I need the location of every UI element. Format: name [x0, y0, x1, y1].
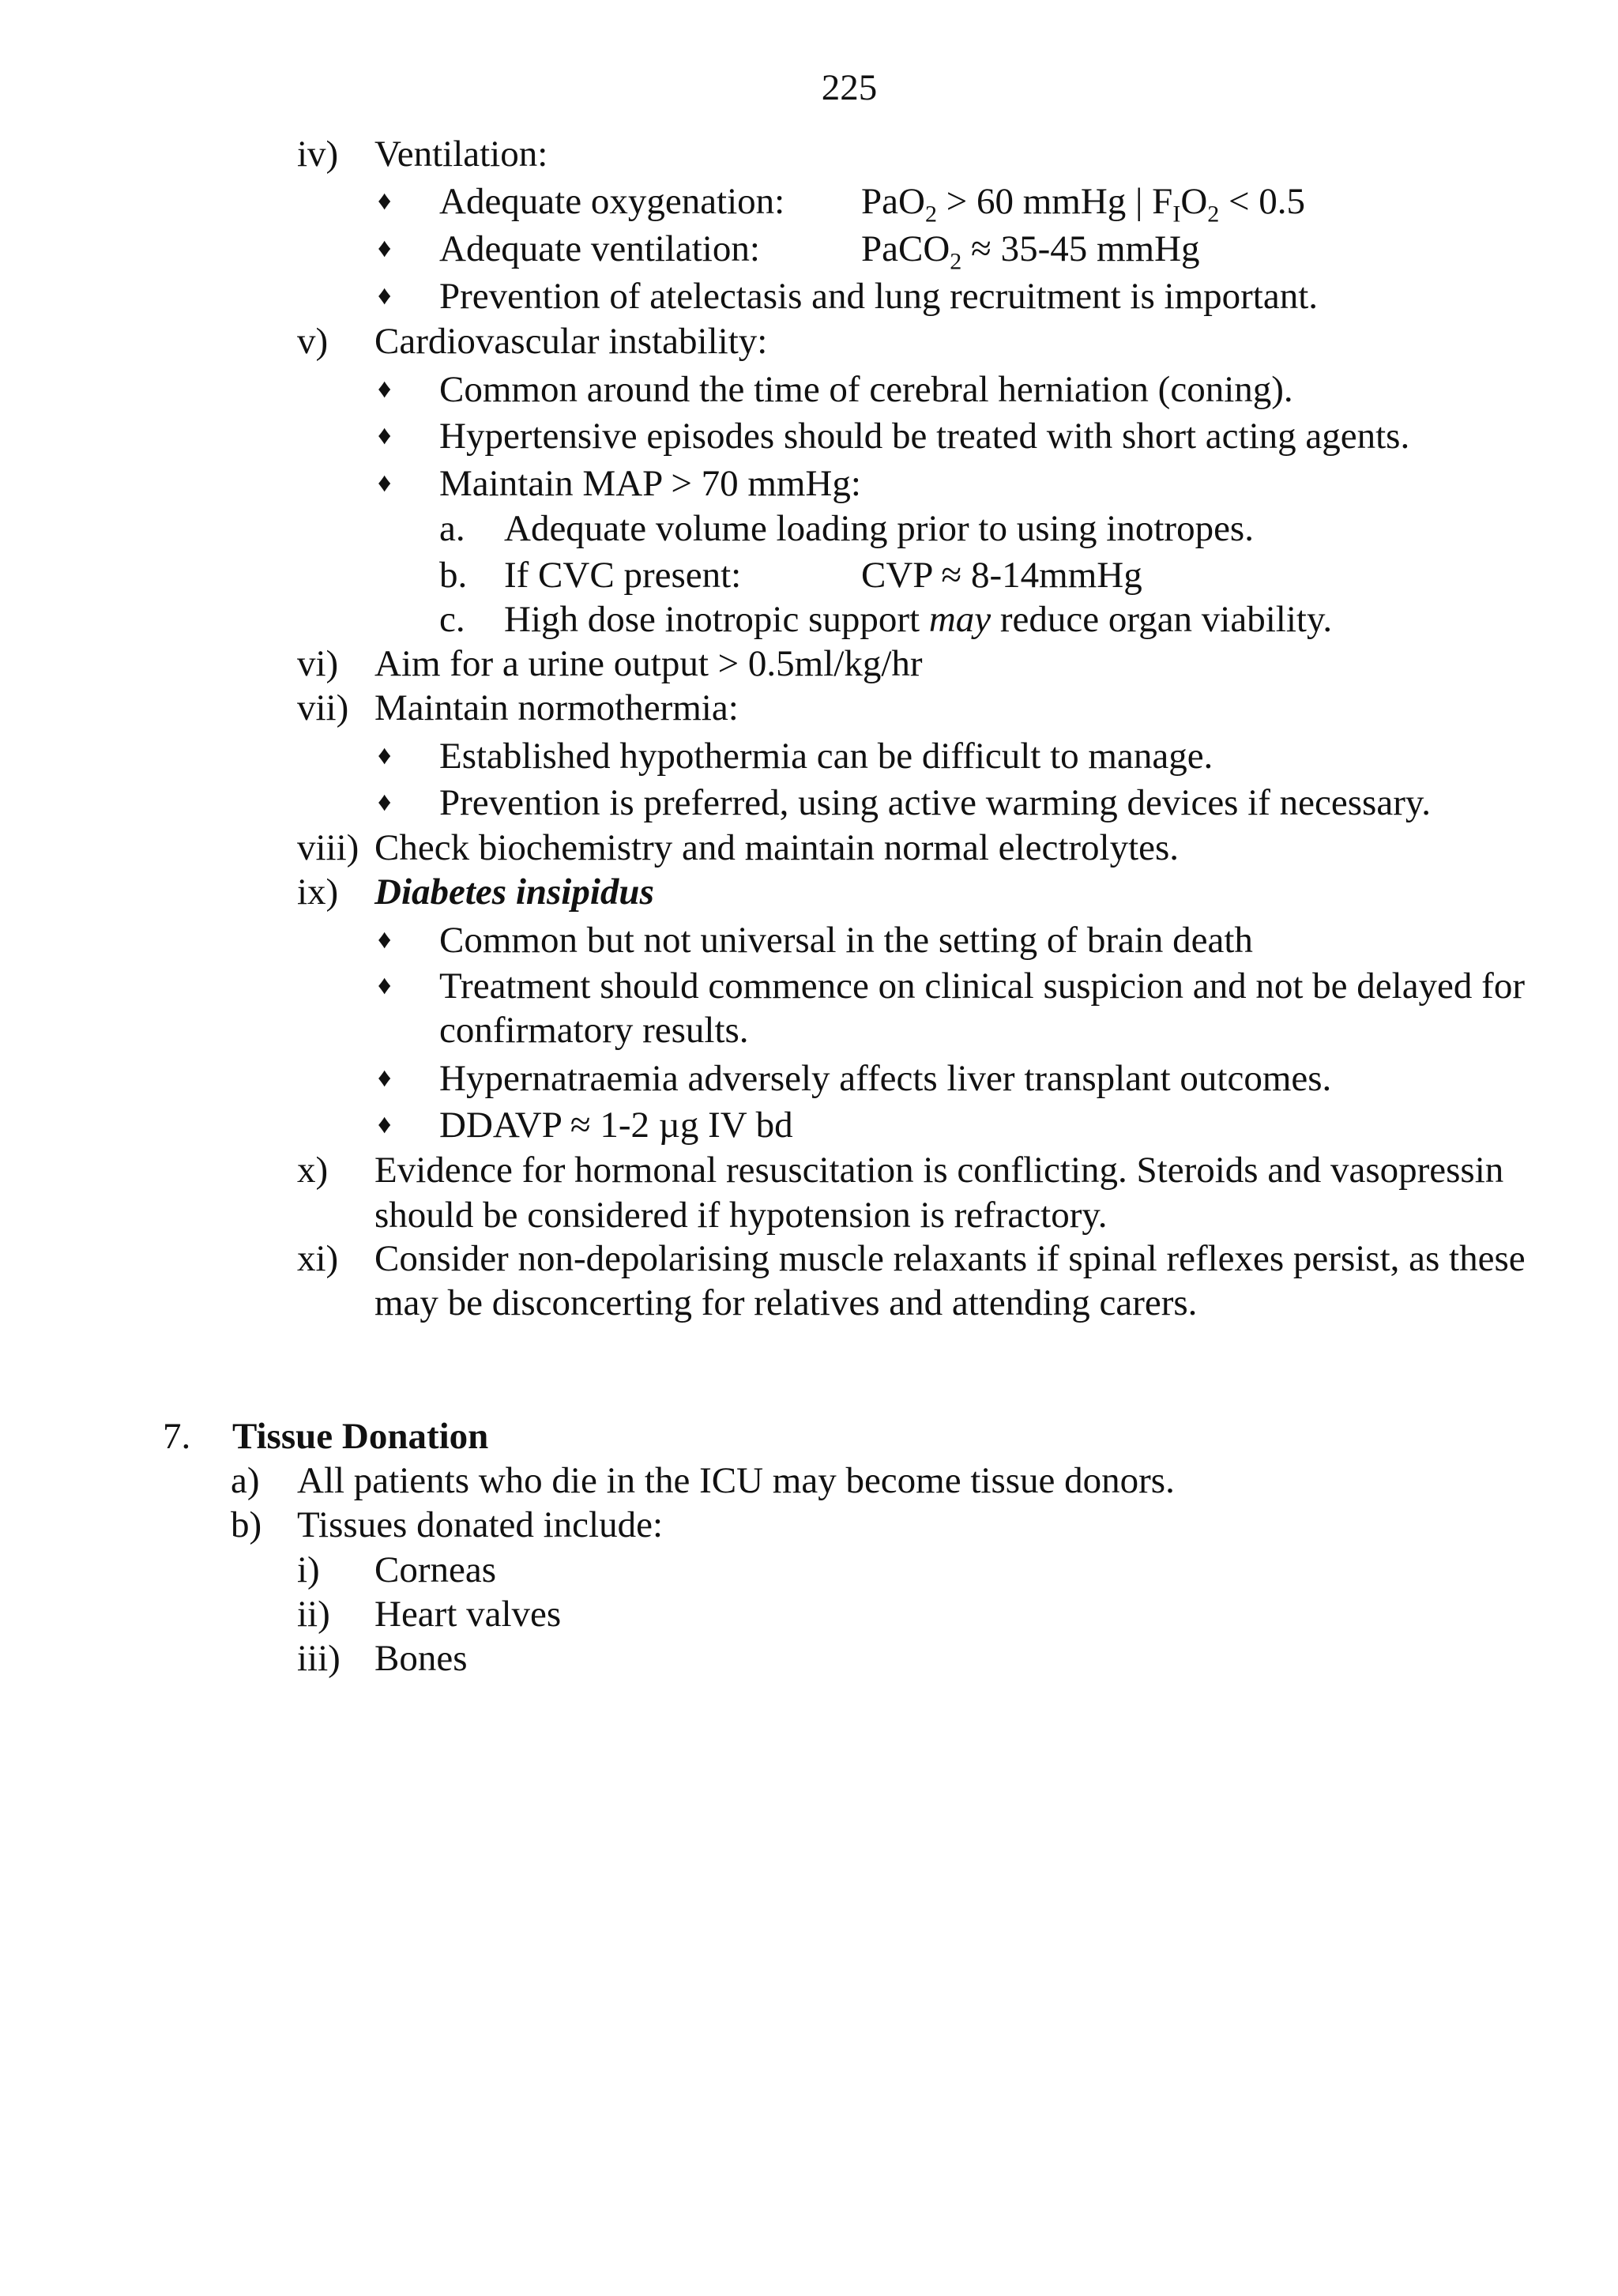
diabetes-bullet-2-line-1: Treatment should commence on clinical suspicion and not be delayed for	[439, 965, 1525, 1007]
diamond-bullet-icon: ♦	[378, 971, 392, 1000]
sub-marker-a: a.	[439, 508, 465, 549]
cardiovascular-heading: Cardiovascular instability:	[374, 321, 768, 362]
sub-item-a: Adequate volume loading prior to using inotropes.	[504, 508, 1254, 549]
diabetes-bullet-2-line-2: confirmatory results.	[439, 1010, 749, 1051]
hormonal-line-2: should be considered if hypotension is refractory.	[374, 1195, 1108, 1236]
list-marker-x: x)	[297, 1150, 329, 1191]
urine-output-text: Aim for a urine output > 0.5ml/kg/hr	[374, 643, 923, 684]
cardio-bullet-1: Common around the time of cerebral herniation (coning).	[439, 369, 1293, 410]
ventilation-heading: Ventilation:	[374, 134, 548, 175]
cardio-bullet-2: Hypertensive episodes should be treated with short acting agents.	[439, 416, 1410, 457]
ventilation-target: PaCO$_2$ ≈ 35-45 mmHg	[861, 228, 1200, 275]
diabetes-bullet-4: DDAVP ≈ 1-2 µg IV bd	[439, 1105, 793, 1146]
diabetes-bullet-1: Common but not universal in the setting of brain death	[439, 920, 1253, 961]
atelectasis-text: Prevention of atelectasis and lung recruitment is important.	[439, 276, 1319, 317]
tissue-donation-b: Tissues donated include:	[297, 1504, 664, 1545]
list-marker-ix: ix)	[297, 871, 339, 913]
list-marker-i: i)	[297, 1549, 320, 1590]
normothermia-bullet-1: Established hypothermia can be difficult to manage.	[439, 736, 1214, 777]
list-marker-viii: viii)	[297, 827, 359, 868]
cardio-bullet-3: Maintain MAP > 70 mmHg:	[439, 463, 861, 504]
section-number: 7.	[163, 1416, 191, 1457]
tissue-item-bones: Bones	[374, 1638, 468, 1679]
list-marker-iv: iv)	[297, 134, 339, 175]
sub-marker-c: c.	[439, 599, 465, 640]
tissue-donation-a: All patients who die in the ICU may become tissue donors.	[297, 1460, 1175, 1501]
relaxants-line-2: may be disconcerting for relatives and attending carers.	[374, 1282, 1198, 1323]
sub-marker-b: b.	[439, 555, 468, 596]
diamond-bullet-icon: ♦	[378, 281, 392, 311]
diamond-bullet-icon: ♦	[378, 788, 392, 817]
diamond-bullet-icon: ♦	[378, 925, 392, 954]
page-number: 225	[821, 67, 878, 108]
sub-item-c: High dose inotropic support may reduce organ viability.	[504, 599, 1333, 640]
tissue-donation-heading: Tissue Donation	[232, 1416, 489, 1457]
diabetes-bullet-3: Hypernatraemia adversely affects liver transplant outcomes.	[439, 1058, 1332, 1099]
normothermia-bullet-2: Prevention is preferred, using active warming devices if necessary.	[439, 782, 1432, 823]
list-marker-xi: xi)	[297, 1238, 339, 1279]
list-marker-vi: vi)	[297, 643, 339, 684]
diamond-bullet-icon: ♦	[378, 375, 392, 404]
list-marker-a: a)	[231, 1460, 260, 1501]
list-marker-iii: iii)	[297, 1638, 341, 1679]
diamond-bullet-icon: ♦	[378, 1110, 392, 1139]
diamond-bullet-icon: ♦	[378, 186, 392, 216]
diamond-bullet-icon: ♦	[378, 741, 392, 770]
tissue-item-heart-valves: Heart valves	[374, 1594, 562, 1635]
diamond-bullet-icon: ♦	[378, 469, 392, 498]
sub-item-b-label: If CVC present:	[504, 555, 742, 596]
sub-item-b-value: CVP ≈ 8-14mmHg	[861, 555, 1142, 596]
list-marker-v: v)	[297, 321, 329, 362]
normothermia-heading: Maintain normothermia:	[374, 687, 739, 728]
diamond-bullet-icon: ♦	[378, 421, 392, 450]
list-marker-ii: ii)	[297, 1594, 330, 1635]
ventilation-label: Adequate ventilation:	[439, 228, 760, 269]
diamond-bullet-icon: ♦	[378, 234, 392, 263]
biochemistry-text: Check biochemistry and maintain normal electrolytes.	[374, 827, 1180, 868]
oxygenation-target: PaO$_2$ > 60 mmHg | $F_IO_2 < 0.5$	[861, 181, 1306, 228]
list-marker-vii: vii)	[297, 687, 349, 728]
relaxants-line-1: Consider non-depolarising muscle relaxants if spinal reflexes persist, as these	[374, 1238, 1526, 1279]
diamond-bullet-icon: ♦	[378, 1063, 392, 1093]
hormonal-line-1: Evidence for hormonal resuscitation is conflicting. Steroids and vasopressin	[374, 1150, 1504, 1191]
oxygenation-label: Adequate oxygenation:	[439, 181, 785, 222]
tissue-item-corneas: Corneas	[374, 1549, 497, 1590]
list-marker-b: b)	[231, 1504, 262, 1545]
diabetes-insipidus-heading: Diabetes insipidus	[374, 871, 654, 913]
